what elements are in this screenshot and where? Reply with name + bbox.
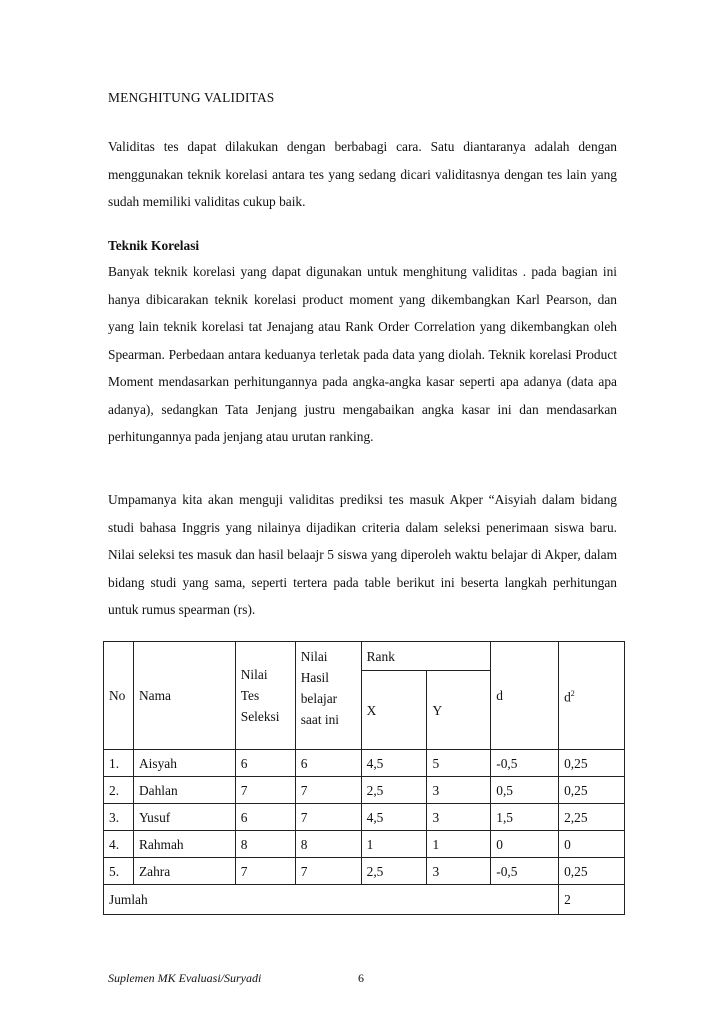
table-row	[104, 804, 625, 831]
table-row	[104, 750, 625, 777]
paragraph-intro: Validitas tes dapat dilakukan dengan berbabagi cara. Satu diantaranya adalah dengan menggunakan teknik korelasi antara tes yang sedang dicari validitasnya dengan tes lain yang sudah memiliki validitas cukup baik.	[108, 139, 617, 209]
cell-nama: Zahra	[133, 858, 235, 885]
table-row	[104, 858, 625, 885]
table-row	[104, 777, 625, 804]
rank-correlation-table	[103, 641, 625, 915]
header-d2-sup: 2	[570, 689, 575, 699]
cell-nama: Aisyah	[133, 750, 235, 777]
cell-tes: 6	[235, 804, 295, 831]
header-y: Y	[427, 671, 491, 750]
header-d: d	[491, 642, 559, 750]
header-no: No	[104, 642, 134, 750]
cell-no: 2.	[104, 777, 134, 804]
cell-x: 2,5	[361, 858, 427, 885]
cell-d: 1,5	[491, 804, 559, 831]
footer-source: Suplemen MK Evaluasi/Suryadi	[108, 971, 262, 985]
cell-tes: 8	[235, 831, 295, 858]
cell-no: 5.	[104, 858, 134, 885]
total-value: 2	[559, 885, 625, 915]
cell-tes: 7	[235, 858, 295, 885]
header-d2-base: d	[564, 689, 571, 705]
header-nilai-tes-line1: Nilai	[240, 667, 268, 682]
paragraph-teknik-korelasi: Banyak teknik korelasi yang dapat digunakan untuk menghitung validitas . pada bagian ini hanya dibicarakan teknik korelasi product moment yang dikembangkan Karl Pearson, dan yang lain teknik korelasi tat Jenajang atau Rank Order Correlation yang dikembangkan oleh Spearman. Perbedaan antara keduanya terletak pada data yang diolah. Teknik korelasi Product Moment mendasarkan perhitungannya pada angka-angka kasar seperti apa adanya (data apa adanya), sedangkan Tata Jenjang justru mengabaikan angka kasar ini dan mendasarkan perhitungannya pada jenjang atau urutan ranking.	[108, 264, 617, 444]
header-nilai-hasil	[295, 642, 361, 750]
header-nilai-hasil-line4: saat ini	[300, 712, 340, 727]
table-header-row-1	[104, 642, 625, 671]
cell-no: 3.	[104, 804, 134, 831]
cell-hasil: 7	[295, 777, 361, 804]
paragraph-example: Umpamanya kita akan menguji validitas prediksi tes masuk Akper “Aisyiah dalam bidang studi bahasa Inggris yang nilainya dijadikan criteria dalam seleksi penerimaan siswa baru. Nilai seleksi tes masuk dan hasil belaajr 5 siswa yang diperoleh waktu belajar di Akper, dalam bidang studi yang sama, seperti tertera pada table berikut ini beserta langkah perhitungan untuk rumus spearman (rs).	[108, 492, 617, 617]
header-d2	[559, 642, 625, 750]
header-nama: Nama	[133, 642, 235, 750]
header-nilai-tes-line2: Tes	[240, 688, 260, 703]
page-number: 6	[358, 971, 364, 985]
cell-nama: Dahlan	[133, 777, 235, 804]
cell-y: 3	[427, 858, 491, 885]
cell-hasil: 8	[295, 831, 361, 858]
cell-d: 0	[491, 831, 559, 858]
cell-d2: 0	[559, 831, 625, 858]
cell-y: 3	[427, 777, 491, 804]
cell-d: -0,5	[491, 858, 559, 885]
cell-d2: 2,25	[559, 804, 625, 831]
page-heading: MENGHITUNG VALIDITAS	[108, 90, 275, 105]
header-x: X	[361, 671, 427, 750]
header-nilai-hasil-line3: belajar	[300, 691, 338, 706]
cell-d: 0,5	[491, 777, 559, 804]
table-total-row	[104, 885, 625, 915]
cell-d2: 0,25	[559, 750, 625, 777]
cell-x: 4,5	[361, 750, 427, 777]
cell-y: 1	[427, 831, 491, 858]
cell-nama: Rahmah	[133, 831, 235, 858]
cell-d2: 0,25	[559, 777, 625, 804]
cell-x: 1	[361, 831, 427, 858]
cell-y: 3	[427, 804, 491, 831]
cell-d2: 0,25	[559, 858, 625, 885]
cell-x: 4,5	[361, 804, 427, 831]
cell-x: 2,5	[361, 777, 427, 804]
cell-y: 5	[427, 750, 491, 777]
cell-tes: 6	[235, 750, 295, 777]
cell-nama: Yusuf	[133, 804, 235, 831]
cell-hasil: 6	[295, 750, 361, 777]
cell-hasil: 7	[295, 858, 361, 885]
header-nilai-hasil-line2: Hasil	[300, 670, 329, 685]
table-row	[104, 831, 625, 858]
total-label: Jumlah	[104, 885, 559, 915]
subheading-teknik-korelasi: Teknik Korelasi	[108, 238, 200, 253]
cell-hasil: 7	[295, 804, 361, 831]
header-rank: Rank	[361, 642, 491, 671]
cell-d: -0,5	[491, 750, 559, 777]
cell-no: 1.	[104, 750, 134, 777]
cell-tes: 7	[235, 777, 295, 804]
header-nilai-hasil-line1: Nilai	[300, 649, 328, 664]
header-nilai-tes	[235, 642, 295, 750]
header-nilai-tes-line3: Seleksi	[240, 709, 280, 724]
cell-no: 4.	[104, 831, 134, 858]
